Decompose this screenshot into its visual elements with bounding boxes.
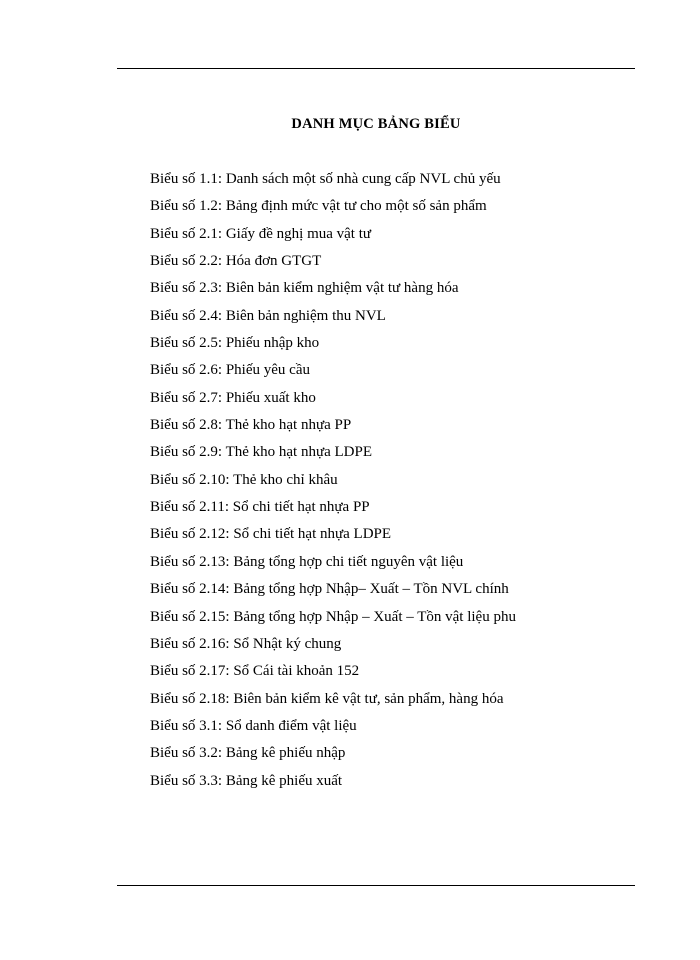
- list-item: Biểu số 2.10: Thẻ kho chỉ khâu: [150, 471, 338, 488]
- list-item: Biểu số 2.4: Biên bản nghiệm thu NVL: [150, 307, 386, 324]
- list-item: Biểu số 2.13: Bảng tổng hợp chi tiết nguyên vật liệu: [150, 553, 464, 570]
- list-item: Biểu số 2.12: Sổ chi tiết hạt nhựa LDPE: [150, 526, 392, 543]
- list-item: Biểu số 3.1: Sổ danh điểm vật liệu: [150, 717, 357, 734]
- list-item: Biểu số 3.3: Bảng kê phiếu xuất: [150, 772, 343, 789]
- list-item: Biểu số 3.2: Bảng kê phiếu nhập: [150, 745, 346, 762]
- list-item: Biểu số 2.9: Thẻ kho hạt nhựa LDPE: [150, 444, 372, 461]
- list-item: Biểu số 2.7: Phiếu xuất kho: [150, 389, 316, 406]
- list-item: Biểu số 2.2: Hóa đơn GTGT: [150, 253, 322, 270]
- table-list: [150, 169, 516, 798]
- list-item: Biểu số 2.8: Thẻ kho hạt nhựa PP: [150, 417, 352, 434]
- list-item: Biểu số 2.11: Sổ chi tiết hạt nhựa PP: [150, 499, 370, 516]
- list-item: Biểu số 2.16: Sổ Nhật ký chung: [150, 635, 342, 652]
- list-item: Biểu số 2.3: Biên bản kiểm nghiệm vật tư hàng hóa: [150, 280, 459, 297]
- list-item: Biểu số 1.1: Danh sách một số nhà cung cấp NVL chủ yếu: [150, 171, 501, 187]
- list-item: Biểu số 1.2: Bảng định mức vật tư cho một số sản phẩm: [150, 198, 487, 215]
- list-item: Biểu số 2.17: Sổ Cái tài khoản 152: [150, 663, 360, 680]
- footer-rule: [117, 885, 635, 886]
- list-item: Biểu số 2.1: Giấy đề nghị mua vật tư: [150, 225, 372, 242]
- list-item: Biểu số 2.18: Biên bản kiểm kê vật tư, sản phẩm, hàng hóa: [150, 690, 504, 707]
- header-rule: [117, 68, 635, 69]
- page-title: DANH MỤC BẢNG BIỂU: [291, 116, 461, 132]
- list-item: Biểu số 2.15: Bảng tổng hợp Nhập – Xuất – Tồn vật liệu phu: [150, 608, 516, 625]
- list-item: Biểu số 2.14: Bảng tổng hợp Nhập– Xuất – Tồn NVL chính: [150, 581, 509, 598]
- list-item: Biểu số 2.6: Phiếu yêu cầu: [150, 362, 310, 379]
- list-item: Biểu số 2.5: Phiếu nhập kho: [150, 335, 320, 352]
